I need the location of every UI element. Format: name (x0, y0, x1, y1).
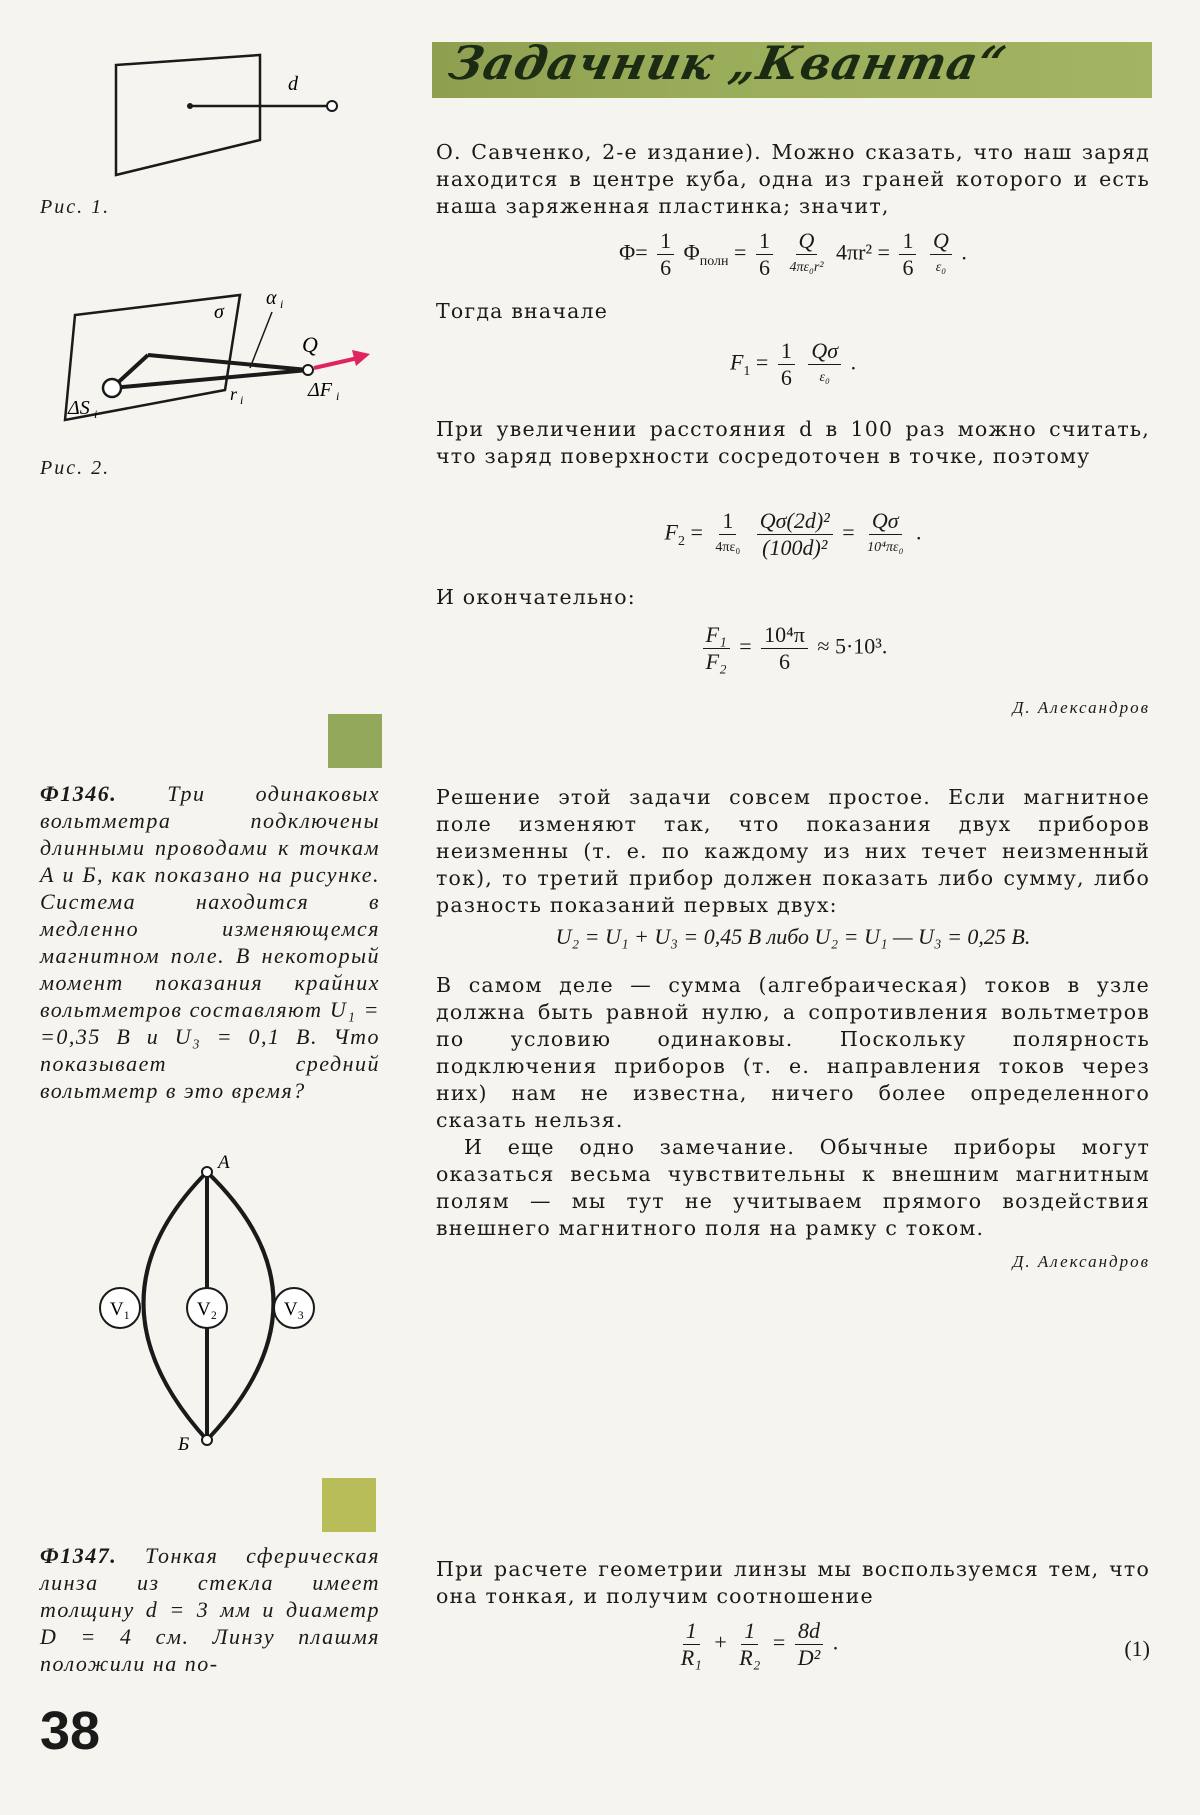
equation-number: (1) (1124, 1636, 1150, 1661)
author-1346: Д. Александров (1012, 1252, 1150, 1271)
fig2-label-dS: ΔS (68, 397, 90, 419)
formula-lens: $\frac{1}{\text{R₁}}$ + $\frac{1}{\text{R₂}}$ = $\frac{8d}{\text{D²}}$ . (680, 1618, 839, 1670)
voltmeter-1-label: V₁ (109, 1299, 131, 1320)
node-A (202, 1167, 212, 1177)
voltmeter-3-label: V₃ (283, 1299, 305, 1320)
formula-F2: $F_2$ = $\frac{1}{\text{4πε₀}}$ $\frac{\text{Qσ(2d)²}}{\text{(100d)²}}$ = $\frac{Q\sigma}{\text{10⁴πε₀}}$ . (664, 508, 922, 560)
fig2-force-arrow (314, 358, 358, 368)
problem-1346-text: Три одинаковых вольтметра подключены длинными проводами к точкам А и Б, как показано на рисунке. Система находится в медленно изменяющемся магнитном поле. В некоторый момент показания крайних вольтметров составляют U₁ = =0,35 В и U₃ = 0,1 В. Что показывает средний вольтметр в это время? (40, 781, 380, 1103)
problem-1347-text: Тонкая сферическая линза из стекла имеет толщину d = 3 мм и диаметр D = 4 см. Линзу плашмя положили на по- (40, 1543, 380, 1676)
fig2-label-r-sub: i (240, 393, 244, 407)
solution-1345-para3: При увеличении расстояния d в 100 раз можно считать, что заряд поверхности сосредоточен в точке, поэтому (436, 417, 1150, 468)
figure-2 (40, 290, 380, 440)
fig2-label-dS-sub: i (94, 407, 98, 421)
fig2-charge (303, 365, 313, 375)
figure-1 (100, 50, 340, 180)
fig2-label-dF-sub: i (336, 389, 340, 403)
header-title: Задачник „Кванта“ (444, 36, 1012, 90)
fig2-label-Q: Q (302, 332, 318, 357)
solution-1345-para1: О. Савченко, 2-е издание). Можно сказать, что наш заряд находится в центре куба, одна из граней которого и есть наша заряженная пластинка; значит, (436, 140, 1150, 218)
section-marker-1347 (322, 1478, 376, 1532)
fig2-area-element (103, 379, 121, 397)
solution-1346-para2: В самом деле — сумма (алгебраическая) токов в узле должна быть равной нулю, а сопротивления вольтметров по условию одинаковы. Поскольку полярность подключения приборов (т. е. направления токов через них) нам не известна, ничего более определенного сказать нельзя. (436, 973, 1150, 1132)
formula-ratio: $\frac{\text{F₁}}{\text{F₂}}$ = $\frac{\text{10⁴π}}{6}$ ≈ 5·10³. (436, 622, 1150, 675)
voltmeter-2-label: V₂ (196, 1299, 218, 1320)
fig1-label-d: d (288, 73, 298, 95)
fig2-label-dF: ΔF (308, 379, 332, 401)
fig1-caption: Рис. 1. (40, 196, 111, 218)
node-B (202, 1435, 212, 1445)
fig1-charge-point (187, 103, 193, 109)
formula-voltages: U₂ = U₁ + U₃ = 0,45 В либо U₂ = U₁ — U₃ = 0,25 В. (555, 924, 1031, 949)
voltmeter-diagram (90, 1150, 330, 1450)
problem-1347 (40, 1542, 380, 1677)
problem-1346-label: Ф1346. (40, 781, 118, 806)
solution-1345-para4: И окончательно: (436, 585, 636, 609)
formula-flux: Φ= $\frac{1}{6}$ $\Phi_{полн}$ = $\frac{1}{6}$ $\frac{Q}{\text{4πε₀r²}}$ 4πr² = $\frac{1}{6}$ $\frac{Q}{\text{ε₀}}$ . (619, 228, 967, 280)
fig2-caption: Рис. 2. (40, 457, 111, 479)
problem-1346 (40, 780, 380, 1104)
author-1345: Д. Александров (1012, 698, 1150, 717)
fig2-label-r: r (230, 384, 238, 404)
fig2-label-sigma: σ (214, 301, 224, 323)
formula-F1: $F_1$ = $\frac{1}{6}$ $\frac{Q\sigma}{\text{ε₀}}$ . (729, 338, 857, 390)
solution-1346-para3: И еще одно замечание. Обычные приборы могут оказаться весьма чувствительны к внешним магнитным полям — мы тут не учитываем прямого воздействия внешнего магнитного поля на рамку с током. (436, 1135, 1150, 1240)
fig2-label-alpha: α (266, 290, 277, 309)
fig1-plate (116, 55, 260, 175)
fig2-label-alpha-sub: i (280, 297, 284, 311)
problem-1347-label: Ф1347. (40, 1543, 118, 1568)
node-A-label: A (218, 1152, 230, 1173)
fig2-force-arrowhead (352, 350, 370, 366)
node-B-label: Б (178, 1434, 190, 1450)
fig2-angle-line (250, 312, 272, 368)
solution-1347-para1: При расчете геометрии линзы мы воспользуемся тем, что она тонкая, и получим соотношение (436, 1557, 1150, 1608)
section-marker-1346 (328, 714, 382, 768)
solution-1345-para2: Тогда вначале (436, 299, 609, 323)
fig1-charge (327, 101, 337, 111)
solution-1346-para1: Решение этой задачи совсем простое. Если магнитное поле изменяют так, что показания двух приборов неизменны (т. е. по каждому из них течет неизменный ток), то третий прибор должен показать либо сумму, либо разность показаний первых двух: (436, 785, 1150, 917)
fig2-line-c (112, 370, 308, 388)
page-number: 38 (40, 1701, 101, 1761)
